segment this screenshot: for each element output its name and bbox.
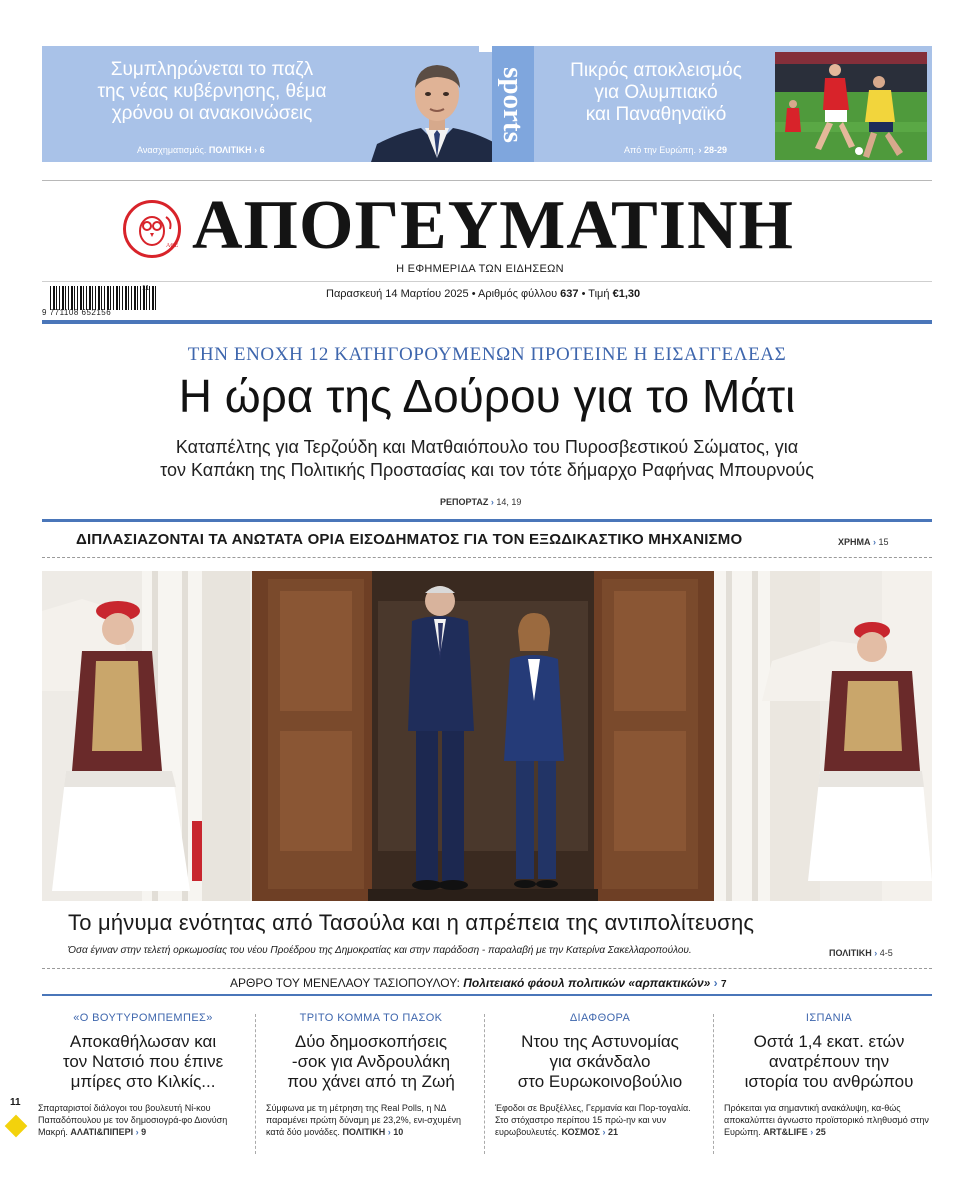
arrow-icon: › xyxy=(874,948,878,958)
column-title xyxy=(495,1032,705,1092)
lead-kicker: ΤΗΝ ΕΝΟΧΗ 12 ΚΑΤΗΓΟΡΟΥΜΕΝΩΝ ΠΡΟΤΕΙΝΕ Η ΕΙΣΑΓΓΕΛΕΑΣ xyxy=(187,344,787,365)
owl-coin-logo xyxy=(123,200,181,258)
arrow-icon: › xyxy=(713,976,718,990)
promo-sports-ref-text: Από την Ευρώπη xyxy=(624,145,694,155)
column-title xyxy=(266,1032,476,1092)
column-body xyxy=(495,1102,705,1138)
column-title-line-3: που χάνει από τη Ζωή xyxy=(287,1072,455,1091)
lead-headline[interactable]: Η ώρα της Δούρου για το Μάτι xyxy=(178,370,796,422)
column-title-line-1: Ντου της Αστυνομίας xyxy=(521,1032,679,1051)
promo-sports-line-2: για Ολυμπιακό xyxy=(594,82,718,103)
column-label: ΤΡΙΤΟ ΚΟΜΜΑ ΤΟ ΠΑΣΟΚ xyxy=(299,1012,443,1024)
arrow-icon: › xyxy=(490,497,494,507)
arrow-icon: › xyxy=(387,1127,391,1137)
arrow-icon: › xyxy=(135,1127,139,1137)
opinion-article[interactable] xyxy=(230,976,727,990)
second-ref-section: ΧΡΗΜΑ xyxy=(838,537,871,547)
lead-deck xyxy=(42,436,932,482)
column-label: ΙΣΠΑΝΙΑ xyxy=(805,1012,853,1024)
column-2[interactable] xyxy=(266,1012,476,1138)
lead-page-ref[interactable] xyxy=(440,497,521,507)
issue-number: 637 xyxy=(560,288,579,300)
newspaper-tagline: Η ΕΦΗΜΕΡΙΔΑ ΤΩΝ ΕΙΔΗΣΕΩΝ xyxy=(396,263,564,275)
column-ref-section: ΚΟΣΜΟΣ xyxy=(561,1127,600,1137)
page-number: 11 xyxy=(10,1097,21,1108)
second-ref-page: 15 xyxy=(878,537,889,547)
promo-politics-headline xyxy=(42,59,382,125)
newspaper-title: ΑΠΟΓΕΥΜΑΤΙΝΗ xyxy=(192,187,794,264)
column-page-ref xyxy=(70,1127,146,1137)
issue-date: Παρασκευή 14 Μαρτίου 2025 • Αριθμός φύλλου xyxy=(326,288,558,300)
lead-deck-line-2: τον Καπάκη της Πολιτικής Προστασίας και τον τότε δήμαρχο Ραφήνας Μπουρνούς xyxy=(160,460,814,480)
column-title-line-3: μπίρες στο Κιλκίς... xyxy=(70,1072,216,1091)
column-ref-page: 21 xyxy=(607,1127,618,1137)
issue-info xyxy=(326,288,640,300)
second-story-divider xyxy=(42,557,932,558)
promo-politics-line-1: Συμπληρώνεται το παζλ xyxy=(110,59,314,80)
second-story-top-bar xyxy=(42,519,932,522)
arrow-icon: › xyxy=(810,1127,814,1137)
photo-story-ref-pages: 4-5 xyxy=(879,948,893,958)
column-title xyxy=(724,1032,934,1092)
column-ref-section: ΑΛΑΤΙ&ΠΙΠΕΡΙ xyxy=(70,1127,134,1137)
football-match-photo xyxy=(775,52,927,160)
column-body-text: Έφοδοι σε Βρυξέλλες, Γερμανία και Πορ-τογαλία. Στο στόχαστρο περίπου 15 πρώ-ην και νυν ευρωβουλευτές. xyxy=(495,1103,691,1137)
promo-politics-line-2: της νέας κυβέρνησης, θέμα xyxy=(97,81,327,102)
column-separator xyxy=(713,1014,714,1154)
caption-divider xyxy=(42,968,932,969)
column-page-ref xyxy=(562,1127,618,1137)
column-title-line-3: στο Ευρωκοινοβούλιο xyxy=(517,1072,683,1091)
yellow-diamond-marker xyxy=(5,1115,28,1138)
promo-politics-ref-page: 6 xyxy=(259,145,265,155)
lead-deck-line-1: Καταπέλτης για Τερζούδη και Ματθαιόπουλο του Πυροσβεστικού Σώματος, για xyxy=(175,437,799,457)
lead-ref-pages: 14, 19 xyxy=(496,497,522,507)
columns-top-bar xyxy=(42,994,932,996)
column-separator xyxy=(255,1014,256,1154)
barcode-number: 9 771108 652156 xyxy=(42,308,112,317)
promo-politics-ref-text: Ανασχηματισμός xyxy=(137,145,204,155)
opinion-title: Πολιτειακό φάουλ πολιτικών «αρπακτικών» xyxy=(463,976,711,990)
promo-sports-line-1: Πικρός αποκλεισμός xyxy=(570,60,742,81)
opinion-ref-page: 7 xyxy=(721,979,727,990)
price-label: • Τιμή xyxy=(581,288,610,300)
column-body xyxy=(38,1102,248,1138)
promo-sports-line-3: και Παναθηναϊκό xyxy=(585,104,727,125)
promo-politics[interactable] xyxy=(42,46,479,162)
column-title xyxy=(38,1032,248,1092)
column-title-line-1: Οστά 1,4 εκατ. ετών xyxy=(753,1032,905,1051)
column-ref-section: ΠΟΛΙΤΙΚΗ xyxy=(342,1127,386,1137)
column-separator xyxy=(484,1014,485,1154)
lead-ref-section: ΡΕΠΟΡΤΑΖ xyxy=(440,497,489,507)
promo-sports[interactable] xyxy=(492,46,932,162)
section-divider xyxy=(42,320,932,324)
column-body-text: Σπαρταριστοί διάλογοι του βουλευτή Νί-κου Παπαδόπουλου με τον δημοσιογρά-φο Διονύση Μακρή. xyxy=(38,1103,228,1137)
column-4[interactable] xyxy=(724,1012,934,1138)
barcode-addon-number: 11 xyxy=(142,285,150,292)
arrow-icon: › xyxy=(873,537,877,547)
ceremony-photo xyxy=(42,571,932,901)
column-body-text: Πρόκειται για σημαντική ανακάλυψη, κα-θώς αποκαλύπτει άγνωστο προϊστορικό πληθυσμό στην Ευρώπη. xyxy=(724,1103,929,1137)
column-title-line-2: για σκάνδαλο xyxy=(549,1052,651,1071)
column-page-ref xyxy=(342,1127,403,1137)
photo-story-ref-section: ΠΟΛΙΤΙΚΗ xyxy=(829,948,872,958)
column-title-line-2: τον Νατσιό που έπινε xyxy=(62,1052,224,1071)
column-body xyxy=(724,1102,934,1138)
promo-politics-ref-section: ΠΟΛΙΤΙΚΗ xyxy=(208,145,252,155)
column-ref-section: ART&LIFE xyxy=(763,1127,808,1137)
opinion-prefix: ΑΡΘΡΟ ΤΟΥ ΜΕΝΕΛΑΟΥ ΤΑΣΙΟΠΟΥΛΟΥ: xyxy=(230,976,460,990)
masthead-top-rule xyxy=(42,180,932,181)
column-body xyxy=(266,1102,476,1138)
column-1[interactable] xyxy=(38,1012,248,1138)
sports-band xyxy=(492,46,534,162)
column-title-line-3: ιστορία του ανθρώπου xyxy=(744,1072,914,1091)
promo-sports-ref-page: 28-29 xyxy=(703,145,728,155)
arrow-icon: › xyxy=(602,1127,606,1137)
column-title-line-2: ανατρέπουν την xyxy=(768,1052,890,1071)
svg-text:AΘE: AΘE xyxy=(166,243,178,249)
column-page-ref xyxy=(763,1127,826,1137)
masthead-bottom-rule xyxy=(42,281,932,282)
column-ref-page: 10 xyxy=(393,1127,404,1137)
sports-label: sports xyxy=(497,67,529,143)
column-label: ΔΙΑΦΘΟΡΑ xyxy=(569,1012,631,1024)
column-title-line-1: Αποκαθήλωσαν και xyxy=(69,1032,217,1051)
column-3[interactable] xyxy=(495,1012,705,1138)
photo-story-subline: Όσα έγιναν στην τελετή ορκωμοσίας του νέου Προέδρου της Δημοκρατίας και στην παράδοση - παραλαβή με την Κατερίνα Σακελλαροπούλου. xyxy=(68,945,692,956)
column-title-line-1: Δύο δημοσκοπήσεις xyxy=(294,1032,448,1051)
promo-politics-line-3: χρόνου οι ανακοινώσεις xyxy=(111,103,313,124)
promo-sports-ref: Από την Ευρώπη. › 28-29 xyxy=(624,145,728,155)
promo-sports-headline xyxy=(540,60,772,126)
price: €1,30 xyxy=(612,288,641,300)
second-story-headline[interactable]: ΔΙΠΛΑΣΙΑΖΟΝΤΑΙ ΤΑ ΑΝΩΤΑΤΑ ΟΡΙΑ ΕΙΣΟΔΗΜΑΤΟΣ ΓΙΑ ΤΟΝ ΕΞΩΔΙΚΑΣΤΙΚΟ ΜΗΧΑΝΙΣΜΟ xyxy=(76,531,743,548)
column-label: «Ο ΒΟΥΤΥΡΟΜΠΕΜΠΕΣ» xyxy=(73,1012,213,1024)
photo-story-headline[interactable]: Το μήνυμα ενότητας από Τασούλα και η απρέπεια της αντιπολίτευσης xyxy=(68,910,755,935)
column-title-line-2: -σοκ για Ανδρουλάκη xyxy=(291,1052,451,1071)
second-story-page-ref[interactable] xyxy=(838,537,889,547)
column-ref-page: 9 xyxy=(141,1127,147,1137)
promo-politics-ref: Ανασχηματισμός. ΠΟΛΙΤΙΚΗ › 6 xyxy=(137,145,265,155)
column-ref-page: 25 xyxy=(815,1127,826,1137)
photo-story-page-ref[interactable] xyxy=(829,948,893,958)
politician-photo xyxy=(371,52,503,162)
column-body-text: Σύμφωνα με τη μέτρηση της Real Polls, η ΝΔ παραμένει πρώτη δύναμη με 23,2%, ενι-σχυμένη κατά δύο μονάδες. xyxy=(266,1103,462,1137)
